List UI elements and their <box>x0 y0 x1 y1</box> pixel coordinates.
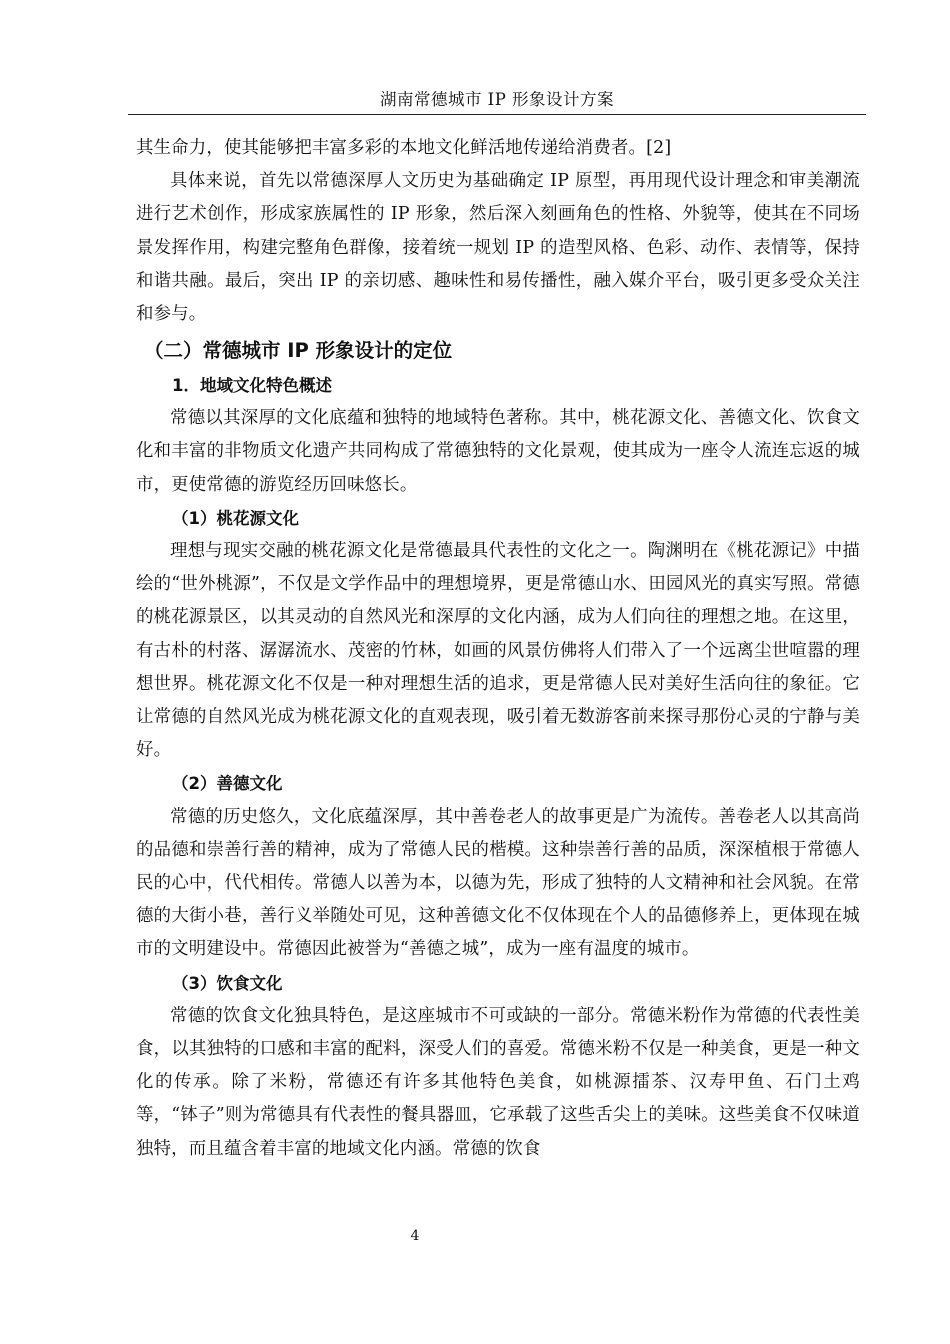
item-heading-food: （3）饮食文化 <box>172 973 283 993</box>
item-heading-shande: （2）善德文化 <box>172 774 283 794</box>
paragraph-food: 常德的饮食文化独具特色，是这座城市不可或缺的一部分。常德米粉作为常德的代表性美食，以其独特的口感和丰富的配料，深受人们的喜爱。常德米粉不仅是一种美食，更是一种文化的传承。除了米粉，常德还有许多其他特色美食，如桃源擂茶、汉寿甲鱼、石门土鸡等，“钵子”则为常德具有代表性的餐具器皿，它承载了这些舌尖上的美味。这些美食不仅味道独特，而且蕴含着丰富的地域文化内涵。常德的饮食 <box>136 1005 860 1159</box>
page-number <box>0 1228 950 1244</box>
subsection-heading: 1．地域文化特色概述 <box>172 376 332 396</box>
page-number-text: 4 <box>410 1228 420 1244</box>
page-body <box>136 132 860 1166</box>
paragraph-continuation: 其生命力，使其能够把丰富多彩的本地文化鲜活地传递给消费者。[2] <box>136 138 672 158</box>
running-header: 湖南常德城市 IP 形象设计方案 <box>128 88 866 115</box>
paragraph-design-approach: 具体来说，首先以常德深厚人文历史为基础确定 IP 原型，再用现代设计理念和审美潮流进行艺术创作，形成家族属性的 IP 形象，然后深入刻画角色的性格、外貌等，使其在不同场景发挥作用，构建完整角色群像，接着统一规划 IP 的造型风格、色彩、动作、表情等，保持和谐共融。最后，突出 IP 的亲切感、趣味性和易传播性，融入媒介平台，吸引更多受众关注和参与。 <box>136 171 860 325</box>
paragraph-regional-overview: 常德以其深厚的文化底蕴和独特的地域特色著称。其中，桃花源文化、善德文化、饮食文化和丰富的非物质文化遗产共同构成了常德独特的文化景观，使其成为一座令人流连忘返的城市，更使常德的游览经历回味悠长。 <box>136 408 860 495</box>
item-heading-taohuayuan: （1）桃花源文化 <box>172 508 299 528</box>
paragraph-shande: 常德的历史悠久，文化底蕴深厚，其中善卷老人的故事更是广为流传。善卷老人以其高尚的品德和崇善行善的精神，成为了常德人民的楷模。这种崇善行善的品质，深深植根于常德人民的心中，代代相传。常德人以善为本，以德为先，形成了独特的人文精神和社会风貌。在常德的大街小巷，善行义举随处可见，这种善德文化不仅体现在个人的品德修养上，更体现在城市的文明建设中。常德因此被誉为“善德之城”，成为一座有温度的城市。 <box>136 806 860 960</box>
section-heading: （二）常德城市 IP 形象设计的定位 <box>144 339 453 363</box>
paragraph-taohuayuan: 理想与现实交融的桃花源文化是常德最具代表性的文化之一。陶渊明在《桃花源记》中描绘的“世外桃源”，不仅是文学作品中的理想境界，更是常德山水、田园风光的真实写照。常德的桃花源景区，以其灵动的自然风光和深厚的文化内涵，成为人们向往的理想之地。在这里，有古朴的村落、潺潺流水、茂密的竹林，如画的风景仿佛将人们带入了一个远离尘世喧嚣的理想世界。桃花源文化不仅是一种对理想生活的追求，更是常德人民对美好生活向往的象征。它让常德的自然风光成为桃花源文化的直观表现，吸引着无数游客前来探寻那份心灵的宁静与美好。 <box>136 541 860 761</box>
